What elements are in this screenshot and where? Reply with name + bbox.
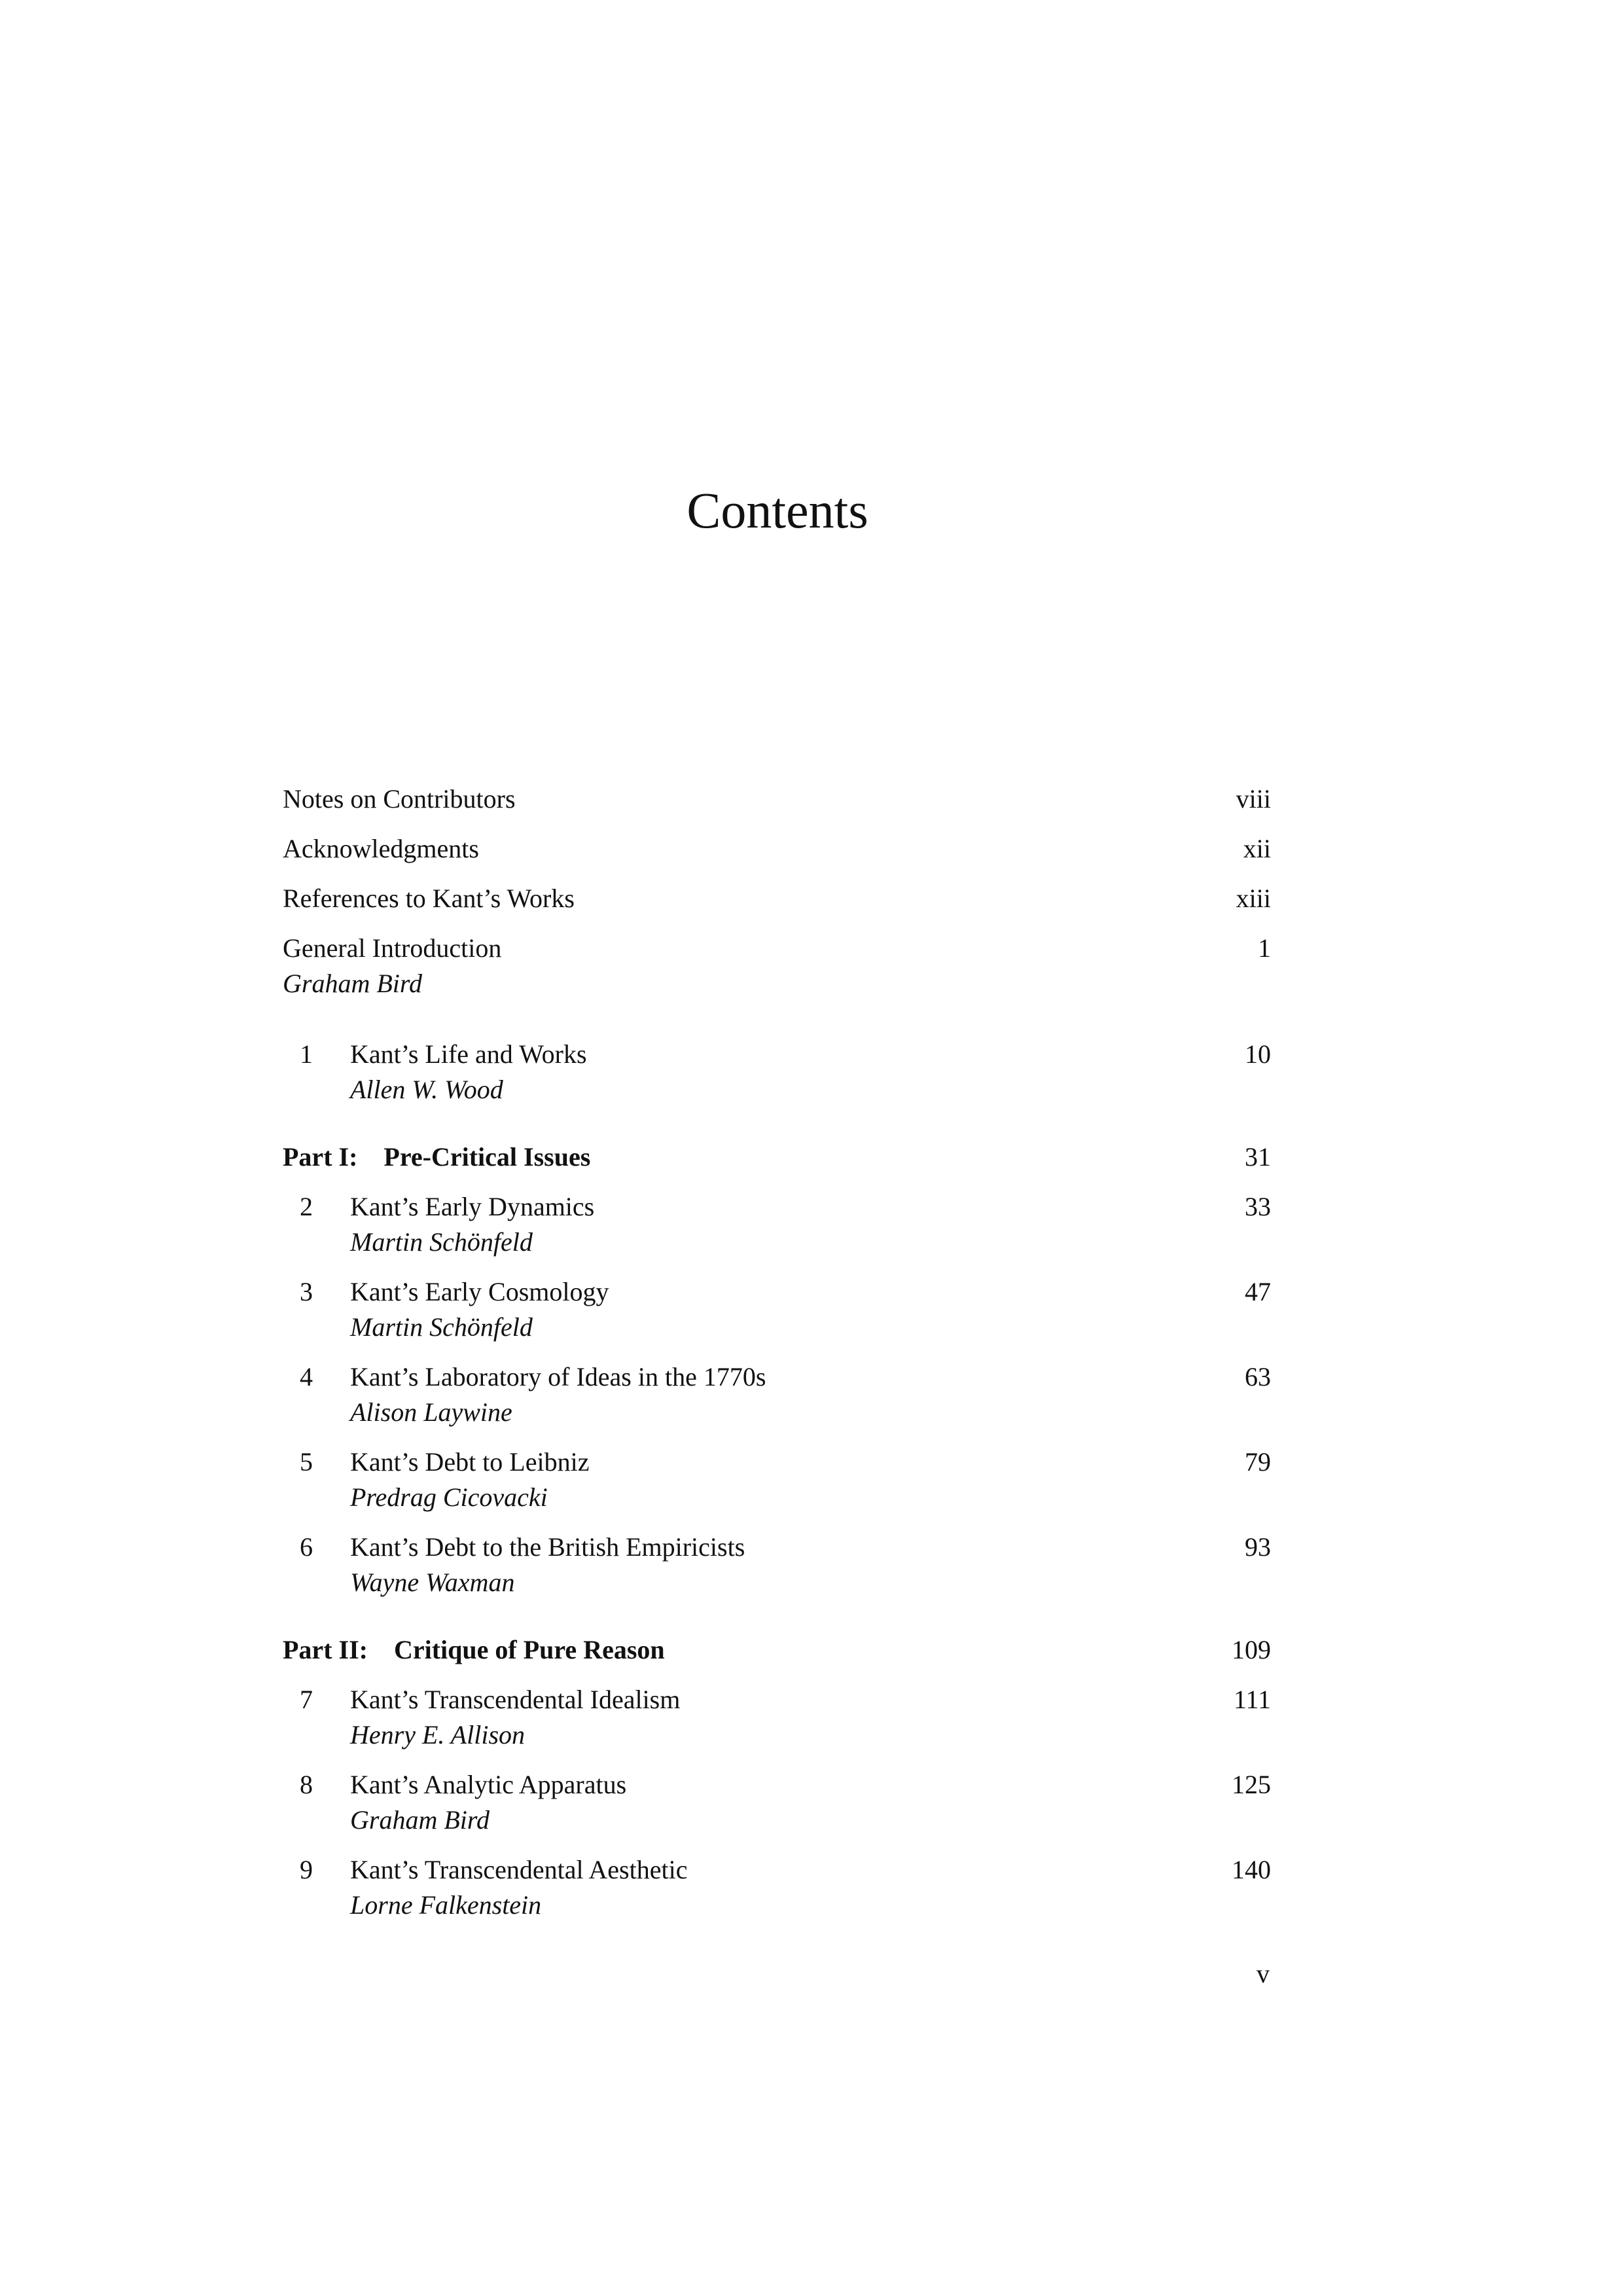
toc-entry-row bbox=[283, 831, 1271, 867]
toc-entry-row bbox=[283, 931, 1271, 966]
entry-page-number: viii bbox=[1236, 784, 1271, 814]
toc-entry-row bbox=[283, 1682, 1271, 1717]
entry-title: Kant’s Life and Works bbox=[350, 1039, 587, 1069]
entry-page-number: xiii bbox=[1236, 884, 1271, 913]
toc-entry[interactable] bbox=[283, 1852, 1271, 1923]
part-label: Part I: bbox=[283, 1142, 358, 1172]
entry-page-number: 47 bbox=[1245, 1277, 1271, 1306]
page-number: v bbox=[1257, 1959, 1270, 1988]
entry-page-number: 79 bbox=[1245, 1447, 1271, 1477]
entry-title-wrap bbox=[350, 1530, 1205, 1565]
entry-title: Kant’s Debt to the British Empiricists bbox=[350, 1532, 745, 1562]
entry-title-wrap bbox=[283, 931, 1205, 966]
entry-author: Henry E. Allison bbox=[350, 1720, 526, 1749]
entry-title: Kant’s Analytic Apparatus bbox=[350, 1770, 627, 1799]
toc-entry[interactable] bbox=[283, 1682, 1271, 1753]
entry-author: Graham Bird bbox=[283, 969, 422, 998]
entry-title: References to Kant’s Works bbox=[283, 884, 575, 913]
toc-entry[interactable] bbox=[283, 931, 1271, 1001]
chapter-number: 2 bbox=[300, 1192, 313, 1221]
entry-page-number: 1 bbox=[1258, 933, 1271, 963]
toc-entry-row bbox=[283, 1852, 1271, 1888]
entry-title-wrap bbox=[283, 831, 1205, 867]
entry-page-number: 31 bbox=[1245, 1142, 1271, 1172]
table-of-contents bbox=[283, 781, 1271, 1937]
entry-author: Martin Schönfeld bbox=[350, 1312, 533, 1342]
entry-title: Kant’s Laboratory of Ideas in the 1770s bbox=[350, 1362, 766, 1391]
entry-title: Kant’s Debt to Leibniz bbox=[350, 1447, 590, 1477]
entry-page-number: 33 bbox=[1245, 1192, 1271, 1221]
chapter-number: 1 bbox=[300, 1039, 313, 1069]
entry-author: Allen W. Wood bbox=[350, 1075, 503, 1104]
chapter-number: 9 bbox=[300, 1855, 313, 1884]
entry-author: Lorne Falkenstein bbox=[350, 1890, 542, 1920]
toc-entry[interactable] bbox=[283, 781, 1271, 817]
entry-title-wrap bbox=[350, 1444, 1205, 1480]
toc-entry[interactable] bbox=[283, 1530, 1271, 1600]
toc-entry-row bbox=[283, 1037, 1271, 1072]
toc-entry-row bbox=[283, 1767, 1271, 1803]
entry-title-wrap bbox=[350, 1767, 1205, 1803]
toc-entry-row bbox=[283, 1632, 1271, 1668]
toc-entry-row bbox=[283, 1530, 1271, 1565]
entry-title-wrap bbox=[350, 1682, 1205, 1717]
entry-title: Critique of Pure Reason bbox=[393, 1635, 665, 1664]
entry-title: Kant’s Early Cosmology bbox=[350, 1277, 609, 1306]
entry-page-number: 10 bbox=[1245, 1039, 1271, 1069]
entry-title: Kant’s Early Dynamics bbox=[350, 1192, 595, 1221]
entry-title-wrap bbox=[283, 781, 1205, 817]
toc-part-heading[interactable] bbox=[283, 1632, 1271, 1668]
page-title: Contents bbox=[687, 482, 868, 539]
entry-author: Alison Laywine bbox=[350, 1397, 512, 1427]
chapter-number: 8 bbox=[300, 1770, 313, 1799]
entry-page-number: 111 bbox=[1233, 1685, 1271, 1714]
entry-author: Graham Bird bbox=[350, 1805, 490, 1835]
entry-page-number: 140 bbox=[1232, 1855, 1271, 1884]
entry-title-wrap bbox=[350, 1274, 1205, 1310]
toc-entry[interactable] bbox=[283, 1037, 1271, 1107]
chapter-number: 7 bbox=[300, 1685, 313, 1714]
entry-title-wrap bbox=[350, 1037, 1205, 1072]
toc-entry-row bbox=[283, 1139, 1271, 1175]
toc-entry-row bbox=[283, 1444, 1271, 1480]
entry-title-wrap bbox=[350, 1359, 1205, 1395]
entry-page-number: 93 bbox=[1245, 1532, 1271, 1562]
entry-title: Kant’s Transcendental Idealism bbox=[350, 1685, 681, 1714]
toc-entry[interactable] bbox=[283, 881, 1271, 916]
toc-entry-row bbox=[283, 1274, 1271, 1310]
toc-entry-row bbox=[283, 781, 1271, 817]
entry-page-number: 63 bbox=[1245, 1362, 1271, 1391]
toc-entry[interactable] bbox=[283, 1189, 1271, 1260]
entry-title: Pre-Critical Issues bbox=[383, 1142, 591, 1172]
toc-entry-row bbox=[283, 1189, 1271, 1225]
entry-title: Notes on Contributors bbox=[283, 784, 516, 814]
toc-entry[interactable] bbox=[283, 831, 1271, 867]
entry-author: Martin Schönfeld bbox=[350, 1227, 533, 1257]
entry-title-wrap bbox=[283, 1632, 1205, 1668]
chapter-number: 5 bbox=[300, 1447, 313, 1477]
entry-title: Acknowledgments bbox=[283, 834, 479, 863]
toc-entry-row bbox=[283, 1359, 1271, 1395]
entry-title-wrap bbox=[283, 1139, 1205, 1175]
chapter-number: 4 bbox=[300, 1362, 313, 1391]
entry-page-number: 109 bbox=[1232, 1635, 1271, 1664]
toc-entry[interactable] bbox=[283, 1359, 1271, 1430]
entry-author: Predrag Cicovacki bbox=[350, 1482, 548, 1512]
entry-author: Wayne Waxman bbox=[350, 1568, 515, 1597]
entry-title-wrap bbox=[350, 1189, 1205, 1225]
entry-title-wrap bbox=[350, 1852, 1205, 1888]
entry-title-wrap bbox=[283, 881, 1205, 916]
chapter-number: 3 bbox=[300, 1277, 313, 1306]
part-label: Part II: bbox=[283, 1635, 368, 1664]
toc-entry[interactable] bbox=[283, 1274, 1271, 1345]
toc-entry[interactable] bbox=[283, 1444, 1271, 1515]
chapter-number: 6 bbox=[300, 1532, 313, 1562]
toc-part-heading[interactable] bbox=[283, 1139, 1271, 1175]
entry-title: Kant’s Transcendental Aesthetic bbox=[350, 1855, 688, 1884]
entry-title: General Introduction bbox=[283, 933, 502, 963]
toc-entry-row bbox=[283, 881, 1271, 916]
toc-entry[interactable] bbox=[283, 1767, 1271, 1838]
entry-page-number: 125 bbox=[1232, 1770, 1271, 1799]
entry-page-number: xii bbox=[1243, 834, 1271, 863]
